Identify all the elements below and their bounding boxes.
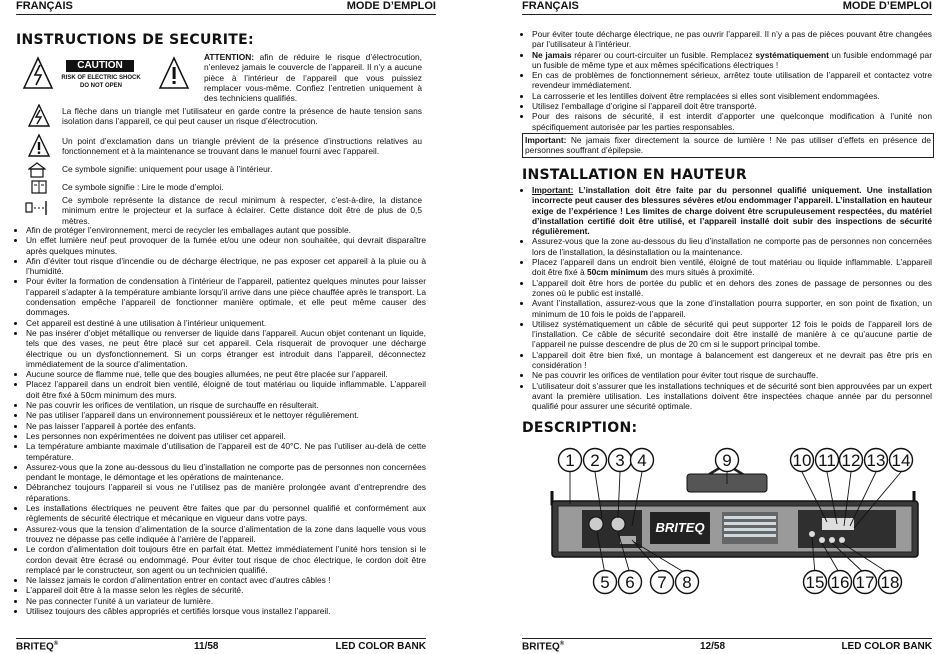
list-item: • La carrosserie et les lentilles doivent être remplacées si elles sont visiblement endommagées. [532,91,932,101]
high-voltage-icon [28,104,50,133]
page-header [522,0,932,15]
callout-number-17: 17 [855,573,875,592]
list-item: • Débranchez toujours l’appareil si vous ne l’utilisez pas de manière prolongée avant d’entreprendre des réparations. [26,482,426,503]
symbol-text-exclamation: Un point d’exclamation dans un triangle prévient de la présence d’instructions relatives au fonctionnement et à la maintenance se trouvant dans le manuel fourni avec l’appareil. [62,136,422,157]
important-label: Important: [525,135,567,145]
device-diagram [522,446,932,598]
list-item: • Avant l’installation, assurez-vous que la zone d’installation pourra supporter, en son point de fixation, un minimum de 10 fois le poids de l’appareil. [532,298,932,319]
list-item: • En cas de problèmes de fonctionnement sérieux, arrêtez toute utilisation de l’appareil et contactez votre revendeur immédiatement. [532,70,932,91]
min-distance-icon [24,199,52,222]
footer-brand: BRITEQ® [522,641,565,653]
caution-sub2: DO NOT OPEN [79,83,122,89]
callout-number-7: 7 [657,573,667,592]
callout-layer [522,446,932,598]
page-header [16,0,436,15]
footer-product: LED COLOR BANK [335,641,426,652]
attention-label: ATTENTION: [204,52,255,62]
list-item: • Ne pas couvrir les orifices de ventilation, un risque de surchauffe en résulterait. [26,400,426,410]
list-item: • Un effet lumière neuf peut provoquer de la fumée et/ou une odeur non souhaitée, qui devrait disparaître après quelques minutes. [26,235,426,256]
symbol-text-voltage: La flèche dans un triangle met l’utilisateur en garde contre la présence de haute tension sans isolation dans l’appareil, ce qui peut causer un risque d’électrocution. [62,106,422,127]
list-item: • Ne pas laisser l’appareil à portée des enfants. [26,421,426,431]
callout-number-15: 15 [805,573,825,592]
list-item: • Pour des raisons de sécurité, il est interdit d’apporter une quelconque modification à l’unité non spécifiquement autorisée par les parties responsables. [532,111,932,132]
list-item: • Ne pas connecter l’unité à un variateur de lumière. [26,596,426,606]
manual-book-icon [30,180,48,199]
symbol-text-distance: Ce symbole représente la distance de recul minimum à respecter, c’est-à-dire, la distance minimum entre le projecteur et la surface à éclairer. Cette distance doit être de plus de 0,5 mètres. [62,195,422,226]
list-item: • Ne pas insérer d’objet métallique ou renverser de liquide dans l’appareil. Aucun objet contenant un liquide, tels que des vases, ne peut être placé sur cet appareil. Cela risquerait de provoquer une décharge électrique ou un dysfonctionnement. Si un corps étranger est introduit dans l’appareil, déconnectez immédiatement de la source d’alimentation. [26,328,426,369]
callout-number-9: 9 [722,451,732,470]
symbol-text-indoor: Ce symbole signifie: uniquement pour usage à l’intérieur. [62,164,273,174]
callout-markers [559,449,913,594]
list-item: • Placez l’appareil dans un endroit bien ventilé, éloigné de tout matériau ou liquide inflammable. L’appareil doit être fixé à 50cm minimum des murs situés à proximité. [532,257,932,278]
safety-bullet-list [16,225,426,616]
exclamation-triangle-icon [28,134,50,163]
callout-number-18: 18 [880,573,900,592]
header-language: FRANÇAIS [16,0,73,12]
list-item: • Ne pas couvrir les orifices de ventilation pour éviter tout risque de surchauffe. [532,370,932,380]
list-item: • Afin de protéger l’environnement, merci de recycler les emballages autant que possible. [26,225,426,235]
callout-number-16: 16 [830,573,850,592]
header-title: MODE D’EMPLOI [346,0,436,12]
list-item: • Le cordon d’alimentation doit toujours être en parfait état. Mettez immédiatement l’unité hors tension si le cordon devait être écrasé ou endommagé. Pour éviter tout risque de choc électrique, le cordon doit être remplacé par le constructeur, son agent ou un technicien qualifié. [26,544,426,575]
right-page [522,0,950,654]
left-page [16,0,446,654]
caution-sign [22,54,202,94]
attention-paragraph [204,52,422,103]
list-item: • Assurez-vous que la zone au-dessous du lieu d’installation ne comporte pas de personnes non concernées lors de l’installation, la désinstallation ou la maintenance. [532,236,932,257]
list-item: • Utilisez l’emballage d’origine si l’appareil doit être transporté. [532,101,932,111]
section-title-description: DESCRIPTION: [522,420,638,436]
callout-number-14: 14 [891,451,911,470]
callout-number-6: 6 [625,573,635,592]
list-item: • L’appareil doit être bien fixé, un montage à balancement est dangereux et ne devrait pas être pris en considération ! [532,350,932,371]
list-item: • Aucune source de flamme nue, telle que des bougies allumées, ne peut être placée sur l’appareil. [26,369,426,379]
list-item: • L’utilisateur doit s’assurer que les installations techniques et de sécurité sont bien approuvées par un expert avant la première utilisation. Les installations doivent être inspectées chaque année par du personnel qualifié pour assurer une sécurité optimale. [532,381,932,412]
callout-number-4: 4 [637,451,647,470]
list-item: • Ne pas utiliser l’appareil dans un environnement poussiéreux et le nettoyer régulièrement. [26,410,426,420]
callout-number-12: 12 [841,451,861,470]
callout-number-2: 2 [590,451,600,470]
attention-text: afin de réduire le risque d’électrocution, n’enlevez jamais le couvercle de l’appareil. Il n’y a aucune pièce à l’intérieur de l’appareil que vous puissiez remplacer vous-même. Confiez l’entretien uniquement à des techniciens qualifiés. [204,52,422,104]
callout-number-13: 13 [866,451,886,470]
list-item: • Utilisez toujours des câbles appropriés et certifiés lorsque vous installez l’appareil. [26,606,426,616]
list-item: • Cet appareil est destiné à une utilisation à l’intérieur uniquement. [26,318,426,328]
caution-sub1: RISK OF ELECTRIC SHOCK [61,75,141,81]
list-item: • Utilisez systématiquement un câble de sécurité qui peut supporter 12 fois le poids de l’appareil lors de l’installation. Ce câble de sécurité secondaire doit être installé de manière à ce qu’aucune partie de l’appareil ne puisse descendre de plus de 20 cm si le support principal tombe. [532,319,932,350]
list-item: • L’appareil doit être hors de portée du public et en dehors des zones de passage de personnes ou des zones où le public est installé. [532,278,932,299]
section-title-safety: INSTRUCTIONS DE SECURITE: [16,32,254,48]
callout-number-10: 10 [792,451,812,470]
list-item: • Assurez-vous que la tension d’alimentation de la source d’alimentation de la zone dans laquelle vous vous trouvez ne dépasse pas celle indiquée à l’arrière de l’appareil. [26,524,426,545]
section-title-installation: INSTALLATION EN HAUTEUR [522,167,747,183]
header-language: FRANÇAIS [522,0,579,12]
list-item: • Assurez-vous que la zone au-dessous du lieu d’installation ne comporte pas de personnes non concernées pendant le montage, le démontage et les opérations de maintenance. [26,462,426,483]
header-title: MODE D’EMPLOI [842,0,932,12]
list-item-important: • Important: L’installation doit être faite par du personnel qualifié uniquement. Une installation incorrecte peut causer des blessures sévères et/ou endommager l’appareil. L’installation en hauteur exige de l’expérience ! Les limites de charge doivent être scrupuleusement respectées, du matériel d’installation certifié doit être utilisé, et l’appareil installé doit subir des inspections de sécurité régulièrement. [532,185,932,236]
list-item: • Pour éviter la formation de condensation à l’intérieur de l’appareil, patientez quelques minutes pour laisser l’appareil s’adapter à la température ambiante lorsqu’il arrive dans une pièce chauffée après le transport. La condensation empêche l’appareil de fonctionner manière optimale, et elle peut même causer des dommages. [26,276,426,317]
list-item: • Ne laissez jamais le cordon d’alimentation entrer en contact avec d’autres câbles ! [26,575,426,585]
page-footer [522,638,932,653]
footer-product: LED COLOR BANK [841,641,932,652]
footer-page-number: 12/58 [700,641,726,652]
list-item: • Les installations électriques ne peuvent être faites que par du personnel qualifié et conformément aux règlements de sécurité électrique et mécanique en vigueur dans votre pays. [26,503,426,524]
safety-bullet-list-cont [522,29,932,132]
list-item: • Placez l’appareil dans un endroit bien ventilé, éloigné de tout matériau ou liquide inflammable. L’appareil doit être fixé à 50cm minimum des murs. [26,379,426,400]
callout-number-11: 11 [818,451,836,470]
callout-number-3: 3 [615,451,625,470]
important-text: Ne jamais fixer directement la source de lumière ! Ne pas utiliser d’effets en présence de personnes souffrant d’épilepsie. [525,135,931,156]
callout-number-5: 5 [600,573,610,592]
device-logo: BRITEQ [655,520,705,535]
callout-number-1: 1 [565,451,575,470]
page-footer [16,638,426,653]
callout-number-8: 8 [682,573,692,592]
list-item: • Ne jamais réparer ou court-circuiter un fusible. Remplacez systématiquement un fusible endommagé par un fusible de même type et aux mêmes spécifications électriques ! [532,50,932,71]
installation-bullet-list [522,185,932,412]
footer-brand: BRITEQ® [16,641,59,653]
caution-label: CAUTION [77,60,123,71]
important-note-box [522,133,934,158]
list-item: • Les personnes non expérimentées ne doivent pas utiliser cet appareil. [26,431,426,441]
list-item: • Afin d’éviter tout risque d’incendie ou de décharge électrique, ne pas exposer cet appareil à la pluie ou à l’humidité. [26,256,426,277]
list-item: • La température ambiante maximale d’utilisation de l’appareil est de 40°C. Ne pas l’utiliser au-delà de cette température. [26,441,426,462]
list-item: • L’appareil doit être à la masse selon les règles de sécurité. [26,585,426,595]
symbol-text-manual: Ce symbole signifie : Lire le mode d’emploi. [62,182,224,192]
list-item: • Pour éviter toute décharge électrique, ne pas ouvrir l’appareil. Il n’y a pas de pièces pouvant être changées par l’utilisateur à l’intérieur. [532,29,932,50]
footer-page-number: 11/58 [194,641,219,652]
